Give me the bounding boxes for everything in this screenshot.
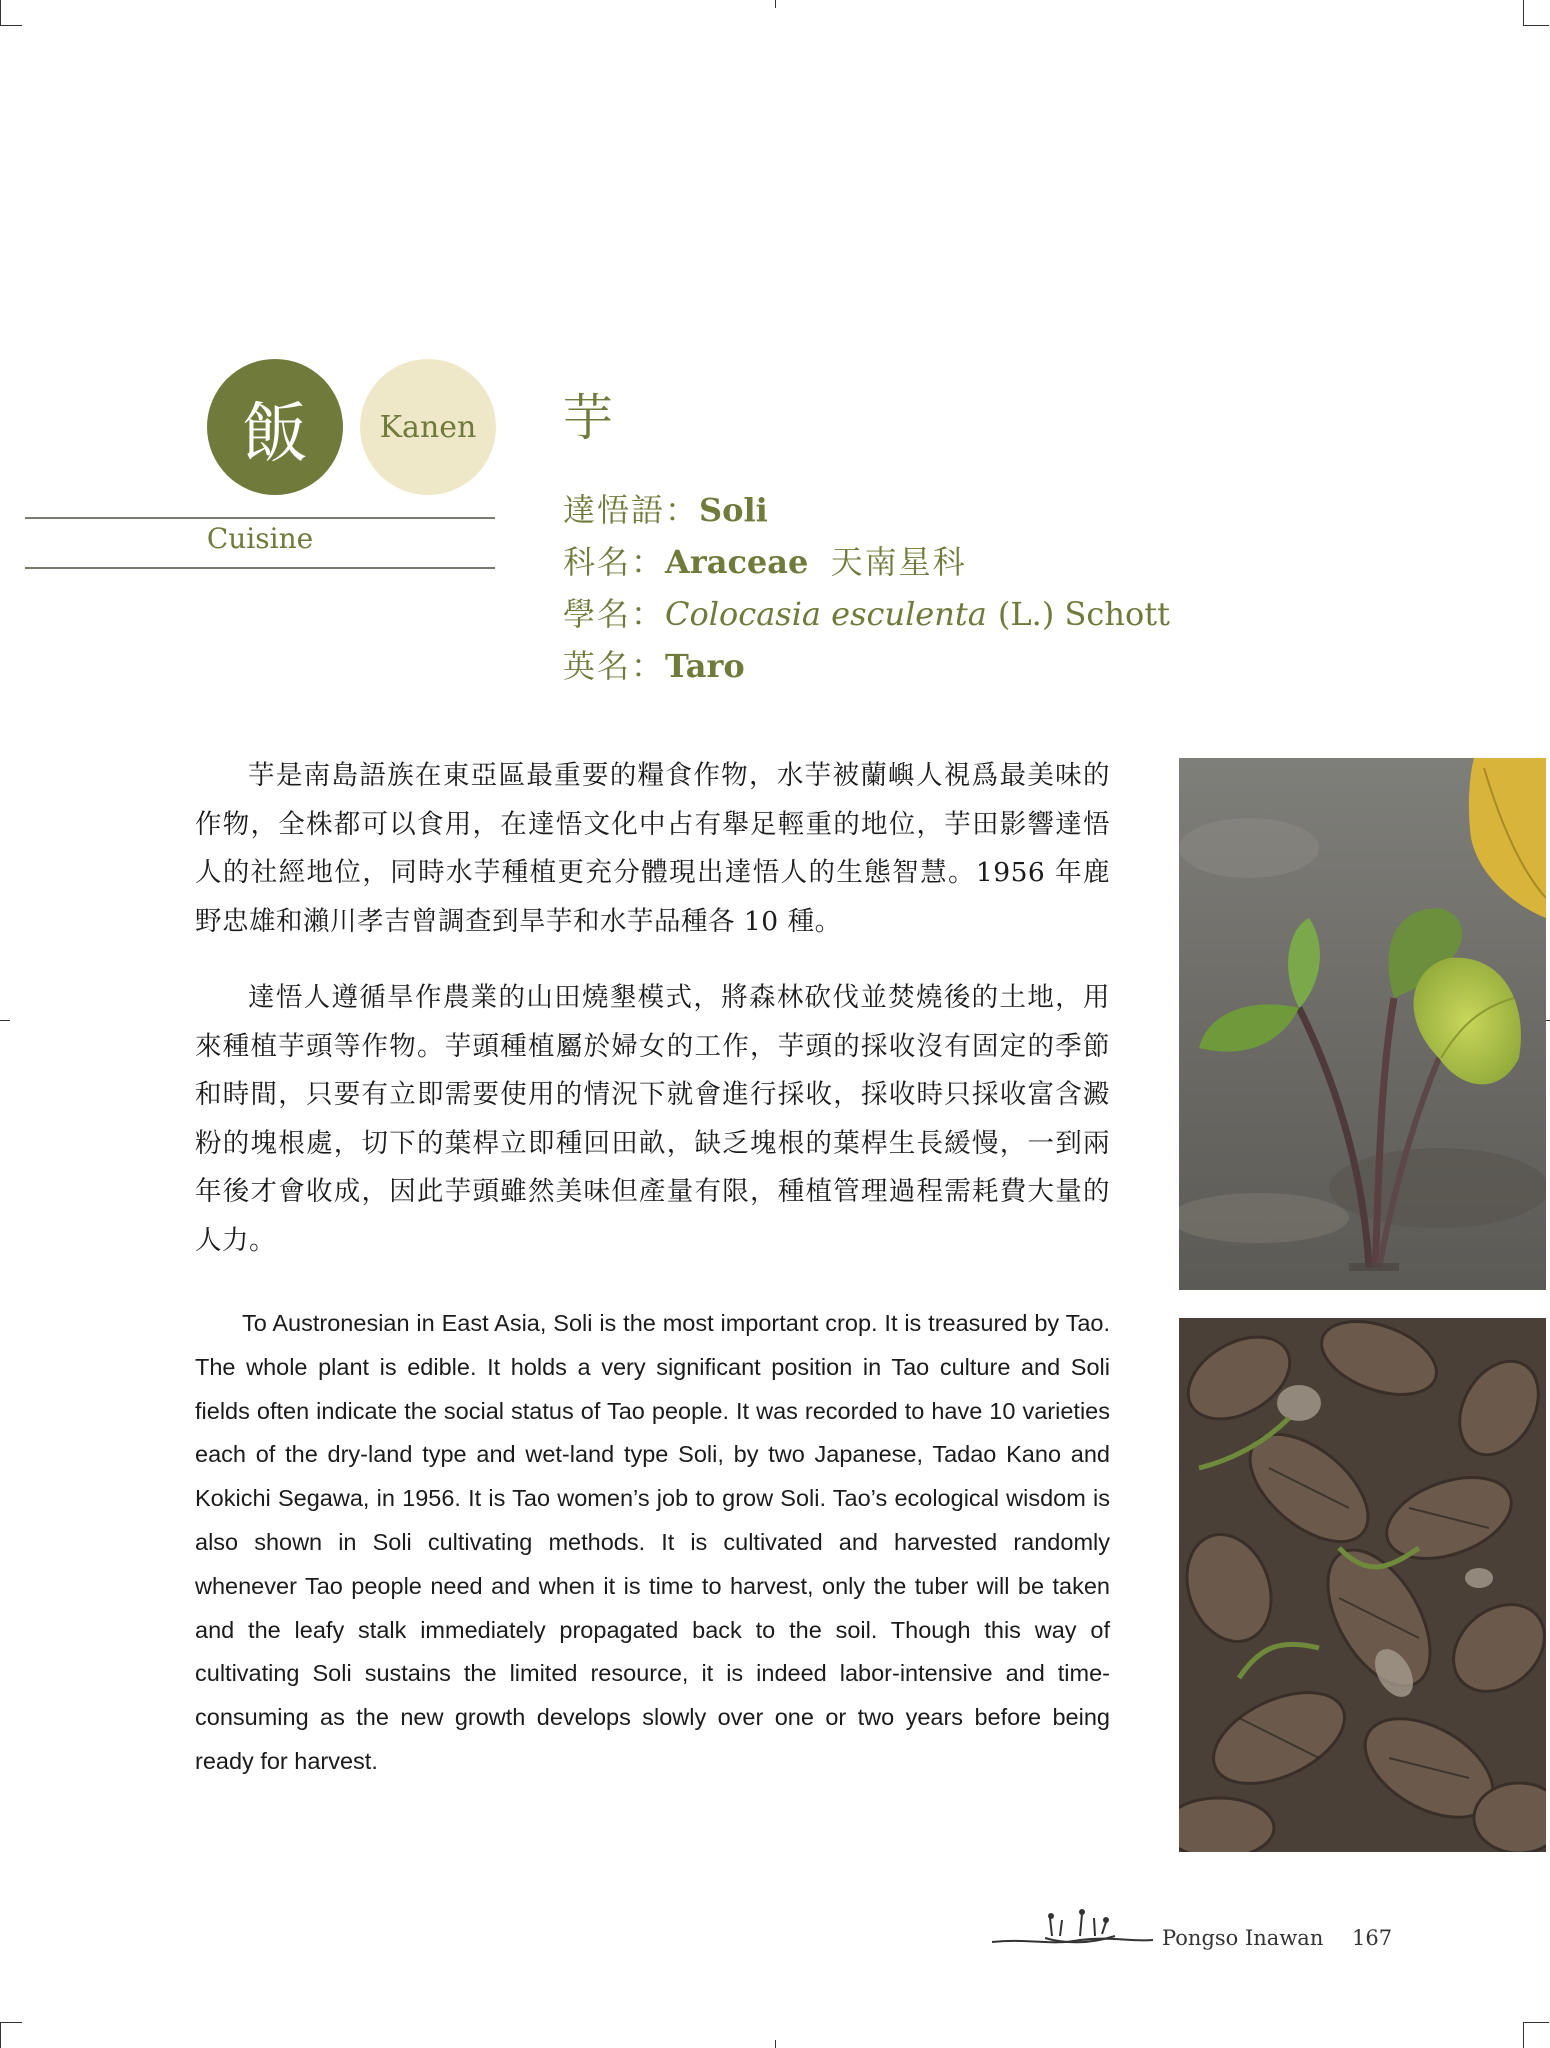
category-badge-word: Kanen [360,359,496,495]
english-name-row [563,641,745,687]
scientific-name-label: 學名： [563,595,666,633]
crop-mark [1523,2022,1549,2023]
scientific-author: (L.) Schott [997,595,1170,633]
tao-name-value: Soli [699,491,768,529]
crop-mark [0,1020,10,1021]
family-zh: 天南星科 [830,543,967,581]
taro-tubers-photo [1179,1318,1546,1852]
category-badge-char: 飯 [207,359,343,495]
crop-mark [775,2040,776,2048]
crop-mark [775,0,776,8]
crop-mark [1523,0,1524,26]
english-name-label: 英名： [563,647,666,685]
family-label: 科名： [563,543,666,581]
divider [25,567,495,569]
english-name-value: Taro [665,647,745,685]
crop-mark [1523,2022,1524,2048]
tao-name-row [563,485,768,531]
crop-mark [0,0,1,26]
crop-mark [1523,25,1549,26]
boat-illustration-icon [990,1900,1155,1950]
section-label: Cuisine [206,522,314,555]
paragraph-zh-2: 達悟人遵循旱作農業的山田燒墾模式，將森林砍伐並焚燒後的土地，用來種植芋頭等作物。芋頭種植屬於婦女的工作，芋頭的採收沒有固定的季節和時間，只要有立即需要使用的情況下就會進行採收，採收時只採收富含澱粉的塊根處，切下的葉桿立即種回田畝，缺乏塊根的葉桿生長緩慢，一到兩年後才會收成，因此芋頭雖然美味但產量有限，種植管理過程需耗費大量的人力。 [195,982,1110,1256]
family-latin: Araceae [665,543,809,581]
tao-name-label: 達悟語： [563,491,700,529]
family-row [563,537,967,583]
paragraph-en: To Austronesian in East Asia, Soli is the most important crop. It is treasured by Tao. The whole plant is edible. It holds a very significant position in Tao culture and Soli fields often indicate the social status of Tao people. It was recorded to have 10 varieties each of the dry-land type and wet-land type Soli, by two Japanese, Tadao Kano and Kokichi Segawa, in 1956. It is Tao women’s job to grow Soli. Tao’s ecological wisdom is also shown in Soli cultivating methods. It is cultivated and harvested randomly whenever Tao people need and when it is time to harvest, only the tuber will be taken and the leafy stalk immediately propagated back to the soil. Though this way of cultivating Soli sustains the limited resource, it is indeed labor-intensive and time-consuming as the new growth develops slowly over one or two years before being ready for harvest. [195,1310,1110,1774]
book-title: Pongso Inawan [1162,1926,1324,1950]
taro-plant-photo [1179,758,1546,1290]
scientific-name-row [563,589,1170,635]
divider [25,517,495,519]
paragraph-zh-1: 芋是南島語族在東亞區最重要的糧食作物，水芋被蘭嶼人視爲最美味的作物，全株都可以食用，在達悟文化中占有舉足輕重的地位，芋田影響達悟人的社經地位，同時水芋種植更充分體現出達悟人的生態智慧。1956 年鹿野忠雄和瀨川孝吉曾調查到旱芋和水芋品種各 10 種。 [195,760,1110,937]
crop-mark [0,2022,1,2048]
crop-mark [0,25,22,26]
crop-mark [0,2022,22,2023]
page-number: 167 [1352,1926,1393,1950]
scientific-name: Colocasia esculenta [665,595,987,633]
entry-title: 芋 [563,389,613,447]
